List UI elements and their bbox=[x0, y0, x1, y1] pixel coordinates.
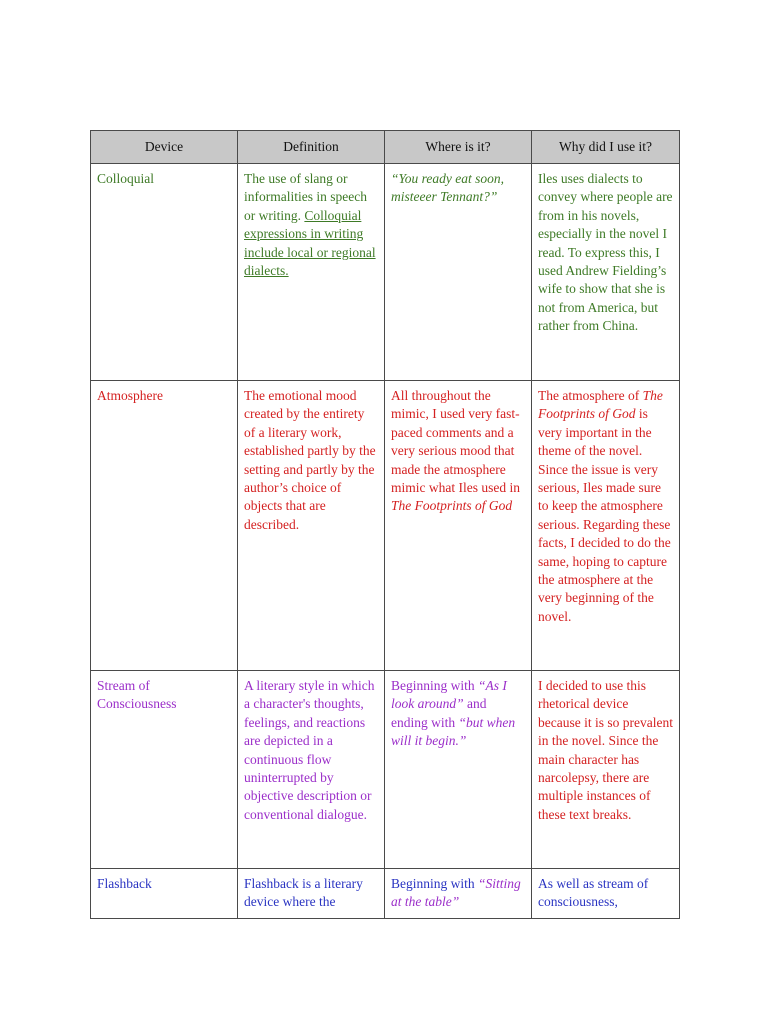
where-text: Beginning with bbox=[391, 678, 475, 693]
table-row bbox=[91, 164, 680, 381]
where-text: All throughout the mimic, I used very fast-paced comments and a very serious mood that made the atmosphere mimic what Iles used in bbox=[391, 388, 520, 496]
definition-text: The use of slang or informalities in speech or writing. bbox=[244, 171, 367, 223]
definition-cell: The emotional mood created by the entirety of a literary work, established partly by the setting and partly by the author’s choice of objects that are described. bbox=[238, 381, 385, 671]
device-cell: Flashback bbox=[91, 869, 238, 919]
header-row bbox=[91, 131, 680, 164]
quote-text: “but when will it begin.” bbox=[391, 714, 516, 749]
definition-cell: Flashback is a literary device where the bbox=[238, 869, 385, 919]
book-title: The Footprints of God bbox=[538, 388, 663, 422]
where-cell bbox=[385, 869, 532, 919]
why-cell: As well as stream of consciousness, bbox=[532, 869, 680, 919]
why-text-end: is very important in the theme of the novel. Since the issue is very serious, Iles made sure to keep the atmosphere serious. Regarding these facts, I decided to do the same, hoping to capture the atmosphere at the very beginning of the novel. bbox=[538, 406, 671, 624]
definition-cell bbox=[238, 164, 385, 381]
quote-text: “You ready eat soon, misteeer Tennant?” bbox=[391, 171, 505, 205]
where-text: and ending with bbox=[391, 696, 487, 730]
table-row bbox=[91, 671, 680, 869]
why-cell: I decided to use this rhetorical device because it is so prevalent in the novel. Since the main character has narcolepsy, there are multiple instances of these text breaks. bbox=[532, 671, 680, 869]
why-cell bbox=[532, 381, 680, 671]
where-cell bbox=[385, 164, 532, 381]
why-text-start: The atmosphere of bbox=[538, 388, 640, 403]
header-where: Where is it? bbox=[385, 131, 532, 164]
why-cell: Iles uses dialects to convey where people are from in his novels, especially in the novel I read. To express this, I used Andrew Fielding’s wife to show that she is not from America, but rather from China. bbox=[532, 164, 680, 381]
device-cell: Stream of Consciousness bbox=[91, 671, 238, 869]
definition-underlined-text: Colloquial expressions in writing include local or regional dialects. bbox=[244, 207, 376, 279]
device-cell: Atmosphere bbox=[91, 381, 238, 671]
quote-text: “As I look around” bbox=[391, 678, 507, 712]
header-why: Why did I use it? bbox=[532, 131, 680, 164]
where-cell bbox=[385, 671, 532, 869]
header-definition: Definition bbox=[238, 131, 385, 164]
where-text: Beginning with bbox=[391, 876, 475, 891]
table-row bbox=[91, 381, 680, 671]
header-device: Device bbox=[91, 131, 238, 164]
device-cell: Colloquial bbox=[91, 164, 238, 381]
where-cell bbox=[385, 381, 532, 671]
definition-cell: A literary style in which a character's thoughts, feelings, and reactions are depicted in a continuous flow uninterrupted by objective description or conventional dialogue. bbox=[238, 671, 385, 869]
book-title: The Footprints of God bbox=[391, 498, 513, 514]
quote-text: “Sitting at the table” bbox=[391, 876, 521, 910]
literary-devices-table bbox=[90, 130, 680, 919]
table-row bbox=[91, 869, 680, 919]
